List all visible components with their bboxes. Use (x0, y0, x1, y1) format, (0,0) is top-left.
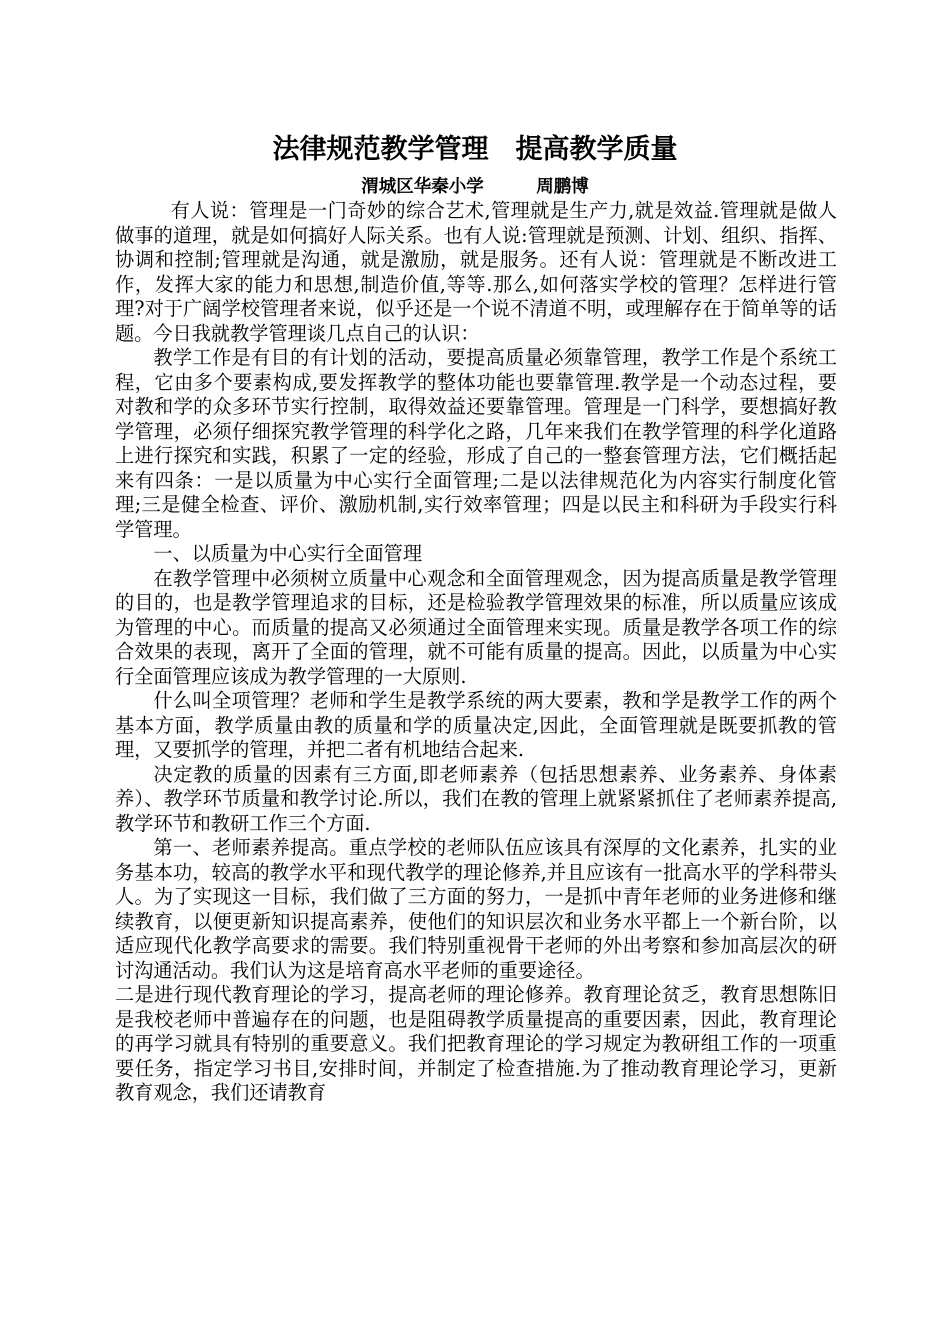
paragraph-overview: 教学工作是有目的有计划的活动，要提高质量必须靠管理，教学工作是个系统工程，它由多个要素构成,要发挥教学的整体功能也要靠管理.教学是一个动态过程，要对教和学的众多环节实行控制，取得效益还要靠管理。管理是一门科学，要想搞好教学管理，必须仔细探究教学管理的科学化之路，几年来我们在教学管理的科学化道路上进行探究和实践，积累了一定的经验，形成了自己的一整套管理方法，它们概括起来有四条：一是以质量为中心实行全面管理;二是以法律规范化为内容实行制度化管理;三是健全检查、评价、激励机制,实行效率管理；四是以民主和科研为手段实行科学管理。 (115, 346, 837, 541)
paragraph-quality-center: 在教学管理中必须树立质量中心观念和全面管理观念，因为提高质量是教学管理的目的，也是教学管理追求的目标，还是检验教学管理效果的标准，所以质量应该成为管理的中心。而质量的提高又必须通过全面管理来实现。质量是教学各项工作的综合效果的表现，离开了全面的管理，就不可能有质量的提高。因此，以质量为中心实行全面管理应该成为教学管理的一大原则. (115, 566, 837, 688)
paragraph-teacher-quality: 第一、老师素养提高。重点学校的老师队伍应该具有深厚的文化素养，扎实的业务基本功，较高的教学水平和现代教学的理论修养,并且应该有一批高水平的学科带头人。为了实现这一目标，我们做了三方面的努力，一是抓中青年老师的业务进修和继续教育，以便更新知识提高素养，使他们的知识层次和业务水平都上一个新台阶，以适应现代化教学高要求的需要。我们特别重视骨干老师的外出考察和参加高层次的研讨沟通活动。我们认为这是培育高水平老师的重要途径。 (115, 836, 837, 982)
document-title: 法律规范教学管理 提高教学质量 (272, 134, 678, 165)
document-body (115, 199, 837, 1106)
paragraph-teaching-factors: 决定教的质量的因素有三方面,即老师素养（包括思想素养、业务素养、身体素养）、教学环节质量和教学讨论.所以，我们在教的管理上就紧紧抓住了老师素养提高,教学环节和教研工作三个方面. (115, 762, 837, 835)
paragraph-full-management: 什么叫全项管理？老师和学生是教学系统的两大要素，教和学是教学工作的两个基本方面，教学质量由教的质量和学的质量决定,因此，全面管理就是既要抓教的管理，又要抓学的管理，并把二者有机地结合起来. (115, 689, 837, 761)
document-byline: 渭城区华秦小学 周鹏博 (361, 177, 589, 197)
paragraph-intro: 有人说：管理是一门奇妙的综合艺术,管理就是生产力,就是效益.管理就是做人做事的道理，就是如何搞好人际关系。也有人说:管理就是预测、计划、组织、指挥、协调和控制;管理就是沟通，就是激励，就是服务。还有人说：管理就是不断改进工作，发挥大家的能力和思想,制造价值,等等.那么,如何落实学校的管理？怎样进行管理?对于广阔学校管理者来说，似乎还是一个说不清道不明，或理解存在于简单等的话题。今日我就教学管理谈几点自己的认识： (115, 199, 837, 345)
paragraph-theory-study: 二是进行现代教育理论的学习，提高老师的理论修养。教育理论贫乏，教育思想陈旧是我校老师中普遍存在的问题，也是阻碍教学质量提高的重要因素，因此，教育理论的再学习就具有特别的重要意义。我们把教育理论的学习规定为教研组工作的一项重要任务，指定学习书目,安排时间，并制定了检查措施.为了推动教育理论学习，更新教育观念，我们还请教育 (115, 983, 837, 1104)
section-heading-1: 一、以质量为中心实行全面管理 (153, 542, 423, 565)
